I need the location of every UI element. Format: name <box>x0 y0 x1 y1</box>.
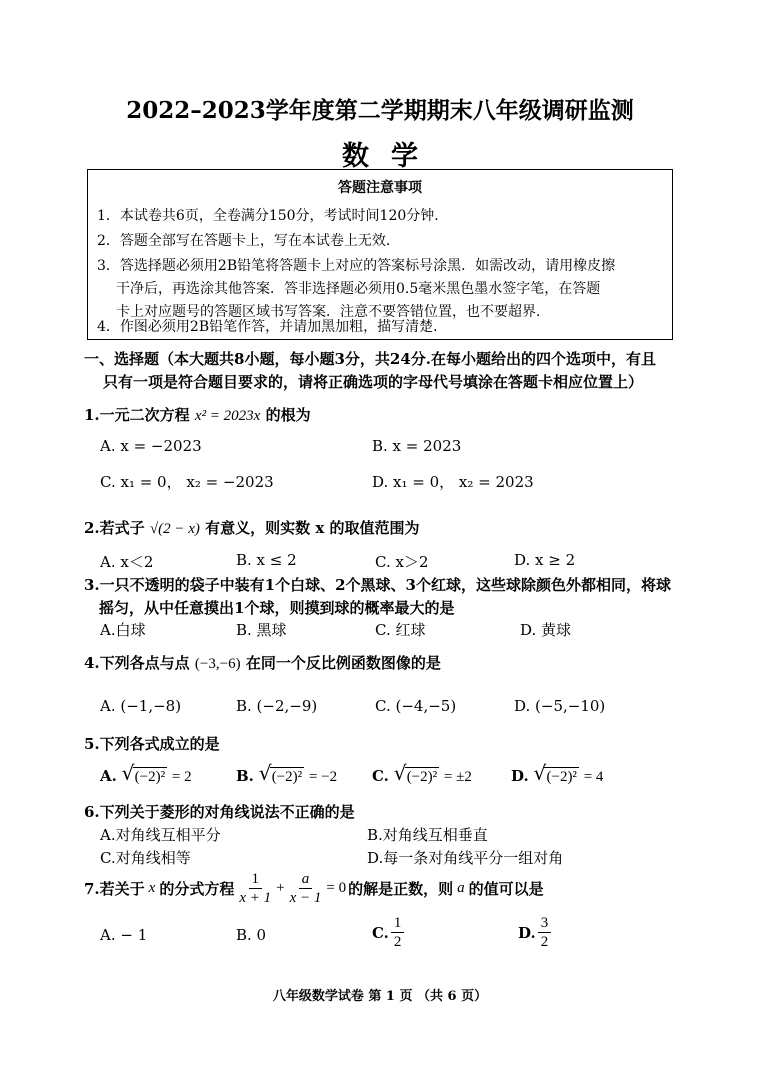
q4-stem-pre: 4.下列各点与点 <box>84 654 190 672</box>
q2-option-c: C. x＞2 <box>375 553 429 571</box>
question-5-stem: 5.下列各式成立的是 <box>84 735 220 753</box>
question-2-stem <box>84 517 420 538</box>
q7-option-a: A. − 1 <box>100 926 148 944</box>
q7-d-label: D. <box>518 923 536 942</box>
subject-title: 数学 <box>342 141 440 172</box>
q7-equals-zero: = 0 <box>326 880 347 896</box>
q5-b-rhs: = −2 <box>308 769 338 785</box>
q7-option-c <box>372 914 406 951</box>
q5-c-radical: √ (−2)² <box>393 761 438 785</box>
q6-option-b: B.对角线互相垂直 <box>367 826 488 844</box>
q5-option-c <box>372 761 472 786</box>
q7-plus: + <box>276 880 285 896</box>
q4-option-c: C. (−4,−5) <box>375 697 457 715</box>
question-6-stem: 6.下列关于菱形的对角线说法不正确的是 <box>84 803 355 821</box>
q7-frac2-denominator: x − 1 <box>289 890 322 906</box>
q1-option-d: D. x₁ = 0， x₂ = 2023 <box>372 473 534 491</box>
notice-box <box>87 169 673 340</box>
q3-option-c: C. 红球 <box>375 621 426 639</box>
question-4-stem <box>84 652 441 673</box>
q1-option-b: B. x = 2023 <box>372 437 462 455</box>
q4-stem-post: 在同一个反比例函数图像的是 <box>245 654 441 672</box>
q3-option-a: A.白球 <box>100 621 146 639</box>
q5-b-label: B. <box>236 767 254 785</box>
q4-point: (−3,−6) <box>194 656 241 672</box>
q4-option-b: B. (−2,−9) <box>236 697 318 715</box>
question-1-stem <box>84 404 311 425</box>
q6-option-d: D.每一条对角线平分一组对角 <box>367 849 564 867</box>
q5-a-radicand: (−2)² <box>134 769 166 785</box>
q7-option-b: B. 0 <box>236 926 267 944</box>
q5-c-radicand: (−2)² <box>406 769 438 785</box>
q5-c-label: C. <box>372 767 389 785</box>
q5-a-radical: √ (−2)² <box>121 761 166 785</box>
q7-frac1-denominator: x + 1 <box>239 890 272 906</box>
q7-d-fraction <box>538 914 552 951</box>
notice-item-3: 3．答选择题必须用2B铅笔将答题卡上对应的答案标号涂黑．如需改动，请用橡皮擦 <box>97 258 616 274</box>
q5-d-radicand: (−2)² <box>546 769 577 785</box>
q1-stem-post: 的根为 <box>265 406 311 424</box>
page-footer: 八年级数学试卷 第 1 页 （共 6 页） <box>272 989 488 1004</box>
q7-fraction-1 <box>236 870 274 907</box>
notice-item-4: 4．作图必须用2B铅笔作答，并请加黑加粗，描写清楚． <box>97 319 448 335</box>
q5-d-label: D. <box>511 767 529 785</box>
q1-option-c: C. x₁ = 0， x₂ = −2023 <box>100 473 274 491</box>
q7-c-fraction <box>391 914 405 951</box>
section-heading-line2: 只有一项是符合题目要求的，请将正确选项的字母代号填涂在答题卡相应位置上） <box>103 373 644 391</box>
q5-option-b <box>236 761 338 786</box>
notice-item-3-cont-1: 干净后，再选涂其他答案．答非选择题必须用0.5毫米黑色墨水签字笔，在答题 <box>116 281 601 297</box>
q7-c-denominator: 2 <box>393 934 402 950</box>
q7-c-label: C. <box>372 923 389 942</box>
q7-c-numerator: 1 <box>391 914 405 933</box>
q5-b-radicand: (−2)² <box>271 769 303 785</box>
question-3-line2: 摇匀，从中任意摸出1个球，则摸到球的概率最大的是 <box>99 599 455 617</box>
q7-frac1-numerator: 1 <box>249 870 263 889</box>
q5-option-d <box>511 761 604 786</box>
q7-stem-pre: 7.若关于 <box>84 880 145 898</box>
q7-d-numerator: 3 <box>538 914 552 933</box>
q1-option-a: A. x = −2023 <box>100 437 202 455</box>
q2-radical: √(2 − x) <box>149 521 200 537</box>
q2-stem-post: 有意义，则实数 x 的取值范围为 <box>205 519 420 537</box>
q3-option-b: B. 黑球 <box>236 621 287 639</box>
q5-option-a <box>100 761 192 786</box>
q1-equation: x² = 2023x <box>194 408 261 424</box>
notice-title: 答题注意事项 <box>338 180 422 196</box>
q7-option-d <box>518 914 553 951</box>
q7-var-a: a <box>457 880 465 896</box>
q5-d-radical: √ (−2)² <box>533 761 577 785</box>
notice-item-3-cont-2: 卡上对应题号的答题区域书写答案．注意不要答错位置，也不要超界． <box>116 304 550 320</box>
q5-b-radical: √ (−2)² <box>258 761 303 785</box>
q2-option-d: D. x ≥ 2 <box>514 551 576 569</box>
notice-item-2: 2．答题全部写在答题卡上，写在本试卷上无效． <box>97 233 400 249</box>
q7-fraction-2 <box>287 870 325 907</box>
section-heading-line1: 一、选择题（本大题共8小题，每小题3分，共24分.在每小题给出的四个选项中，有且 <box>84 350 656 368</box>
q7-d-denominator: 2 <box>540 934 549 950</box>
notice-item-1: 1．本试卷共6页，全卷满分150分，考试时间120分钟． <box>97 208 449 224</box>
q2-option-b: B. x ≤ 2 <box>236 551 297 569</box>
q6-option-a: A.对角线互相平分 <box>100 826 221 844</box>
q5-a-label: A. <box>100 767 117 785</box>
q2-option-a: A. x＜2 <box>100 553 154 571</box>
q5-a-rhs: = 2 <box>171 769 192 785</box>
q5-d-rhs: = 4 <box>583 769 604 785</box>
q7-frac2-numerator: a <box>299 870 313 889</box>
q1-stem-pre: 1.一元二次方程 <box>84 406 190 424</box>
q5-c-rhs: = ±2 <box>443 769 472 785</box>
exam-title: 2022–2023学年度第二学期期末八年级调研监测 <box>126 97 634 124</box>
q7-stem-mid: 的分式方程 <box>159 880 235 898</box>
q4-option-d: D. (−5,−10) <box>514 697 606 715</box>
q6-option-c: C.对角线相等 <box>100 849 191 867</box>
q7-stem-end: 的值可以是 <box>468 880 544 898</box>
question-7-stem <box>84 870 544 907</box>
q4-option-a: A. (−1,−8) <box>100 697 182 715</box>
q7-var-x: x <box>148 880 156 896</box>
q7-stem-post: 的解是正数，则 <box>348 880 454 898</box>
q2-stem-pre: 2.若式子 <box>84 519 145 537</box>
q3-option-d: D. 黄球 <box>520 621 572 639</box>
question-3-line1: 3.一只不透明的袋子中装有1个白球、2个黑球、3个红球，这些球除颜色外都相同，将球 <box>84 576 671 594</box>
